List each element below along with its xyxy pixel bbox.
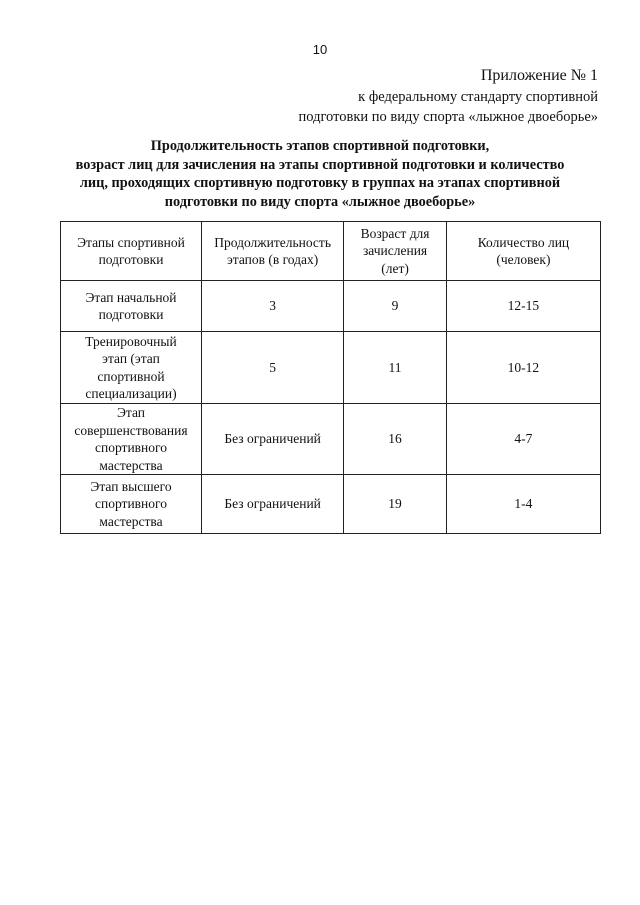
cell-line: специализации) <box>85 386 177 401</box>
cell-age: 11 <box>344 332 447 404</box>
cell-line: этап (этап <box>102 351 160 366</box>
table-row <box>61 404 601 475</box>
cell-age: 9 <box>344 281 447 332</box>
cell-age: 19 <box>344 475 447 534</box>
header-line: Возраст для <box>360 225 430 241</box>
cell-duration: Без ограничений <box>201 404 343 475</box>
cell-line: мастерства <box>99 513 163 529</box>
header-line: (лет) <box>381 260 409 276</box>
cell-line: подготовки <box>98 307 164 322</box>
page-number: 10 <box>312 42 328 57</box>
header-line: подготовки <box>98 252 164 267</box>
cell-line: Этап высшего <box>90 478 172 494</box>
document-title-line-3: лиц, проходящих спортивную подготовку в группах на этапах спортивной <box>79 175 561 191</box>
document-title-line-1: Продолжительность этапов спортивной подготовки, <box>150 138 490 154</box>
header-line: зачисления <box>362 243 428 259</box>
cell-line: мастерства <box>99 457 163 473</box>
stages-table <box>60 221 601 534</box>
appendix-title: Приложение № 1 <box>480 67 598 84</box>
table-row <box>61 332 601 404</box>
table-row <box>61 281 601 332</box>
cell-line: Тренировочный <box>85 333 177 349</box>
cell-count: 12-15 <box>446 281 600 332</box>
cell-line: совершенствования <box>74 422 188 438</box>
header-age <box>344 222 447 281</box>
cell-count: 1-4 <box>446 475 600 534</box>
document-title-line-4: подготовки по виду спорта «лыжное двоеборье» <box>164 193 476 210</box>
cell-stage <box>61 281 202 332</box>
cell-duration: 5 <box>201 332 343 404</box>
cell-stage <box>61 475 202 534</box>
header-line: (человек) <box>496 252 551 267</box>
cell-age: 16 <box>344 404 447 475</box>
cell-line: Этап начальной <box>85 289 177 305</box>
header-count <box>446 222 600 281</box>
cell-count: 4-7 <box>446 404 600 475</box>
cell-stage <box>61 332 202 404</box>
table-header-row <box>61 222 601 281</box>
header-line: Продолжительность <box>214 234 331 250</box>
cell-line: спортивного <box>95 440 167 455</box>
header-stage <box>61 222 202 281</box>
header-duration <box>201 222 343 281</box>
cell-duration: Без ограничений <box>201 475 343 534</box>
header-line: Количество лиц <box>477 234 570 250</box>
appendix-line-3: подготовки по виду спорта «лыжное двоеборье» <box>298 109 598 125</box>
cell-line: Этап <box>116 405 145 420</box>
header-line: этапов (в годах) <box>226 252 319 267</box>
table-row <box>61 475 601 534</box>
appendix-line-2: к федеральному стандарту спортивной <box>358 89 598 105</box>
cell-line: спортивной <box>97 368 165 384</box>
cell-duration: 3 <box>201 281 343 332</box>
cell-count: 10-12 <box>446 332 600 404</box>
document-title <box>40 137 600 211</box>
cell-stage <box>61 404 202 475</box>
cell-line: спортивного <box>95 496 167 512</box>
document-title-line-2: возраст лиц для зачисления на этапы спортивной подготовки и количество <box>75 156 565 173</box>
header-line: Этапы спортивной <box>77 234 185 250</box>
appendix-header <box>178 65 598 127</box>
